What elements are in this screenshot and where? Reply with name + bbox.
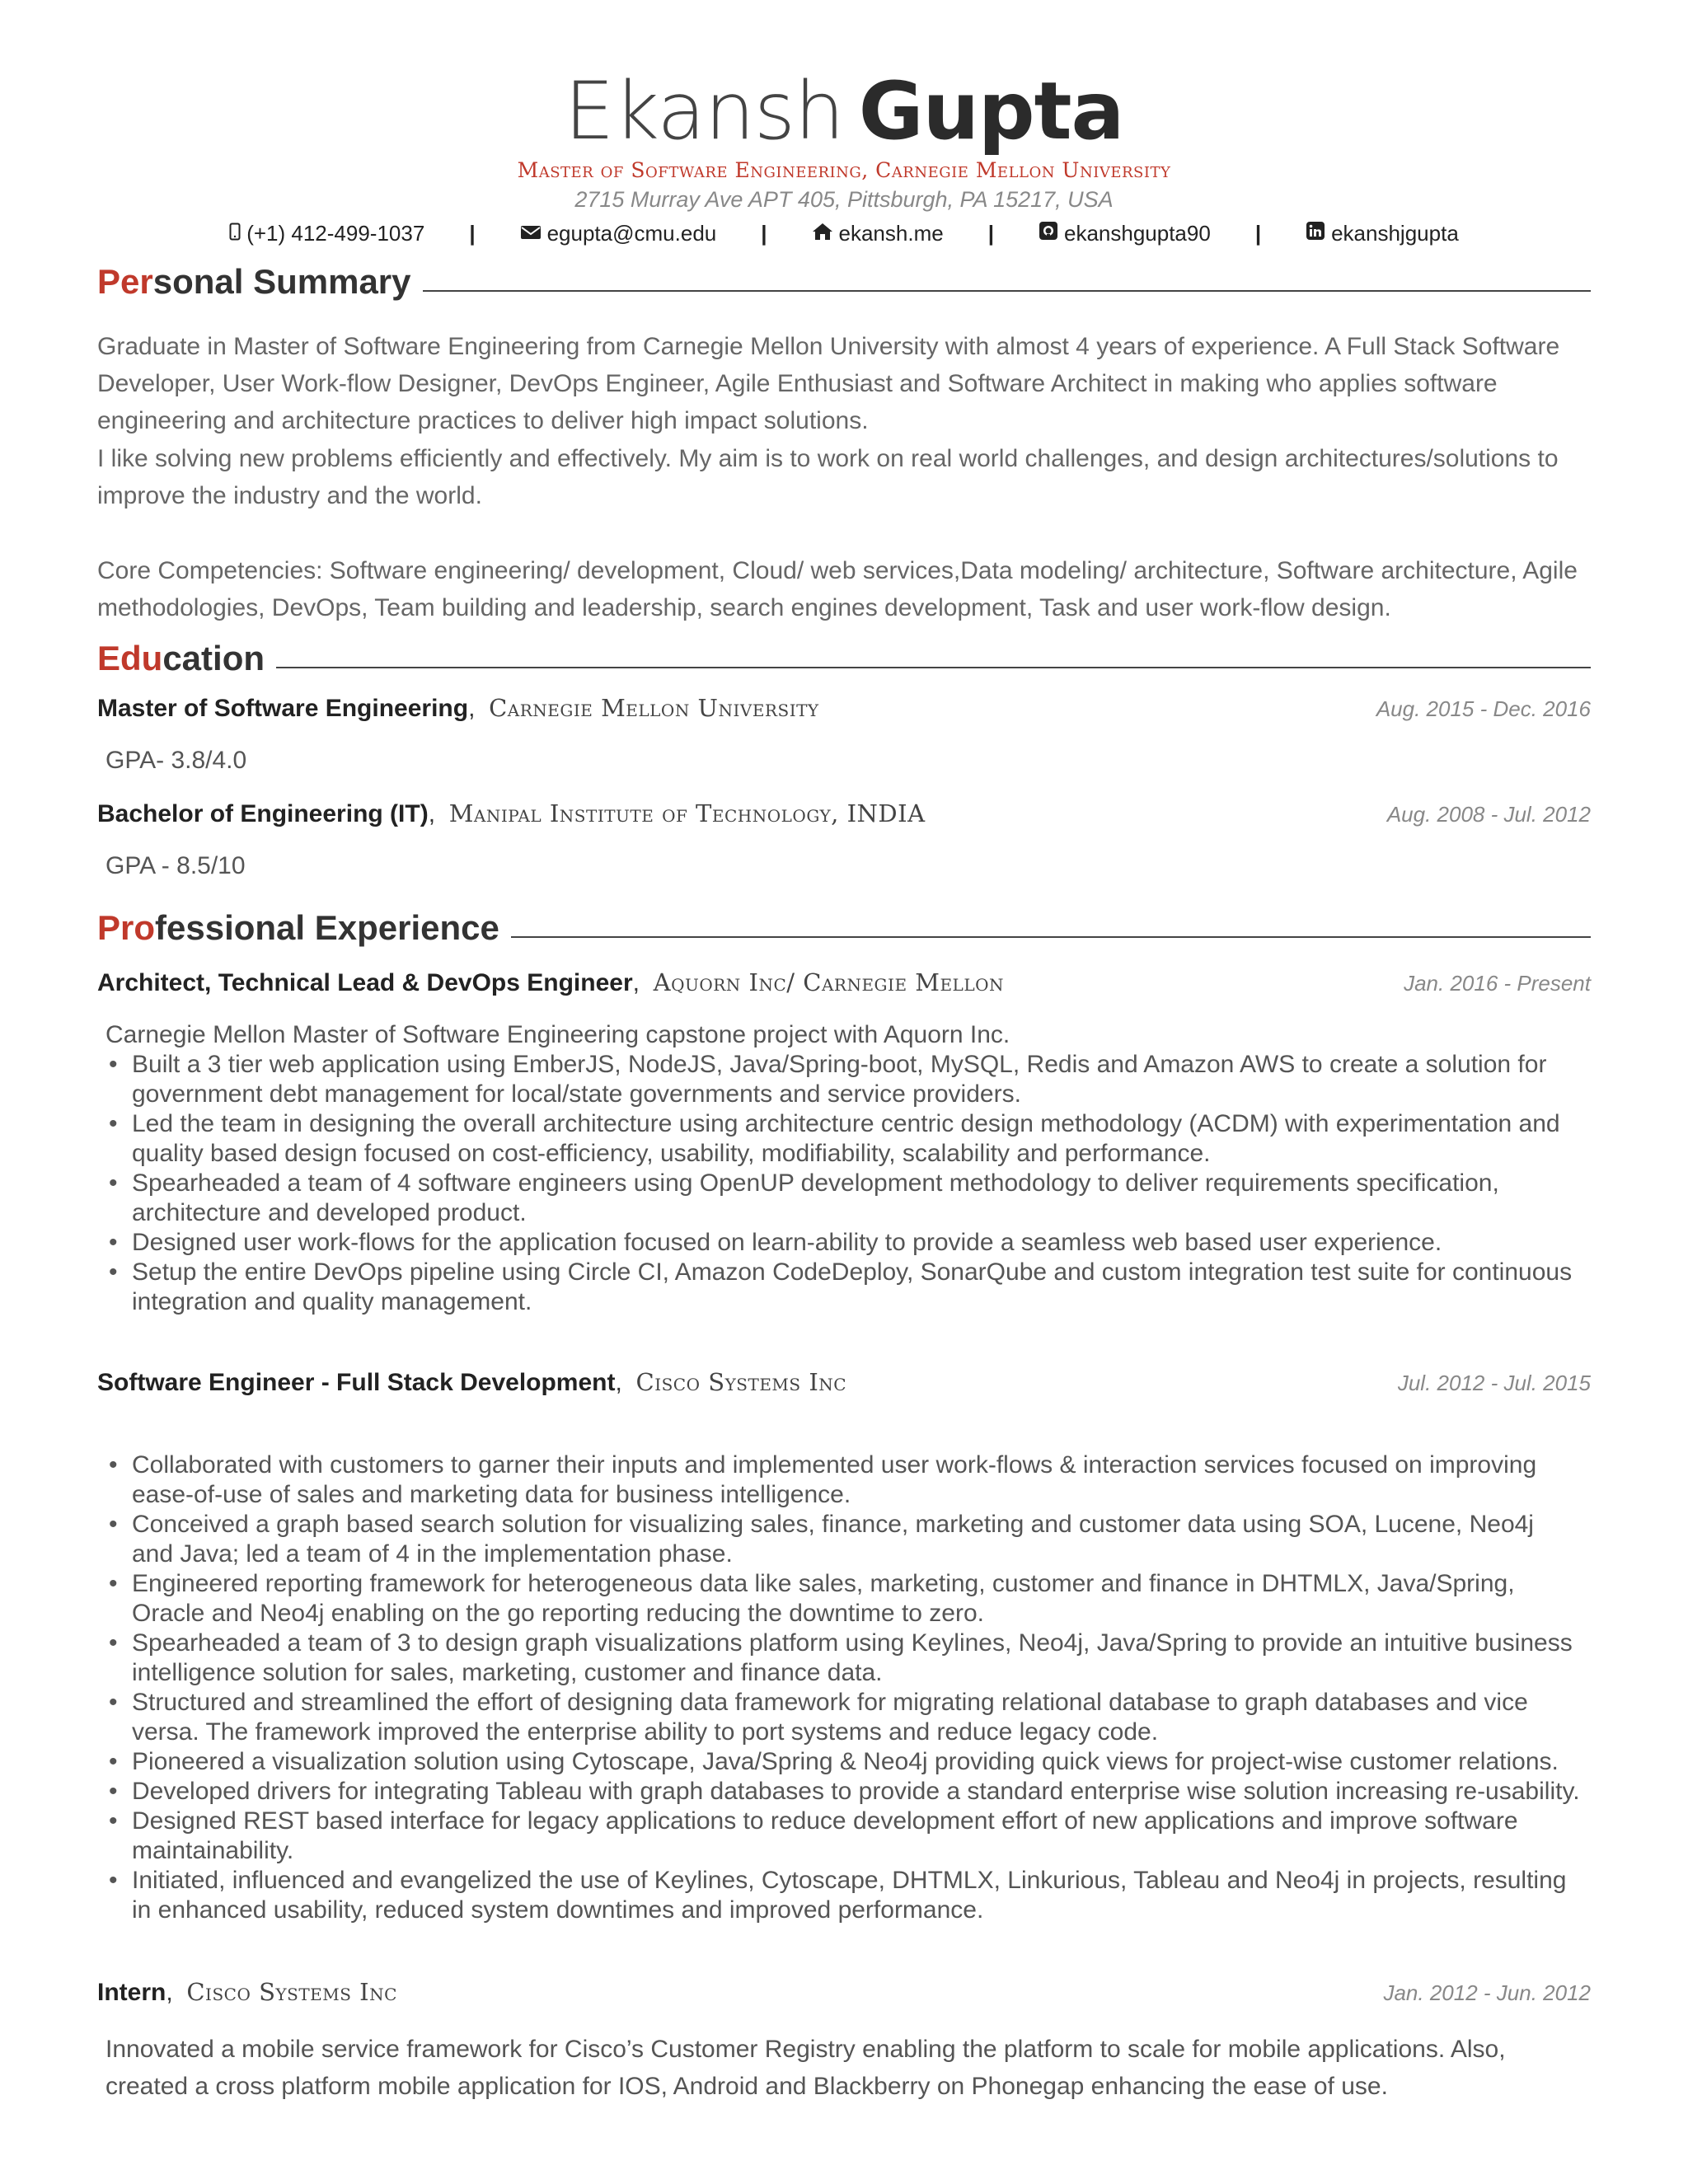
entry-heading: Master of Software Engineering, Carnegie Mellon University — [97, 694, 819, 722]
linkedin-icon — [1306, 221, 1325, 246]
section-title-text: fessional Experience — [155, 908, 499, 947]
github-icon — [1039, 221, 1058, 246]
contact-separator: | — [469, 221, 476, 246]
gpa-value: GPA- 3.8/4.0 — [106, 747, 247, 774]
entry-heading: Bachelor of Engineering (IT), Manipal Institute of Technology, INDIA — [97, 799, 926, 827]
company-name: Cisco Systems Inc — [635, 1368, 847, 1396]
education-entry — [97, 694, 1591, 723]
entry-date: Jul. 2012 - Jul. 2015 — [1397, 1371, 1591, 1395]
mobile-icon — [229, 221, 241, 246]
job-entry — [97, 1978, 1591, 2007]
entry-date: Aug. 2008 - Jul. 2012 — [1386, 802, 1591, 827]
job-title: Software Engineer - Full Stack Development — [97, 1369, 616, 1396]
section-title-text: cation — [162, 639, 265, 677]
address-line: 2715 Murray Ave APT 405, Pittsburgh, PA 15217, USA — [574, 187, 1114, 212]
list-item: • Engineered reporting framework for heterogeneous data like sales, marketing, customer and finance in DHTMLX, Java/Spring, Oracle and Neo4j enabling on the go reporting reducing the downtime to zero. — [106, 1569, 1581, 1629]
position-line: Master of Software Engineering, Carnegie Mellon University — [517, 158, 1171, 182]
school-name: Carnegie Mellon University — [489, 694, 819, 722]
education-entry — [97, 799, 1591, 828]
company-name: Cisco Systems Inc — [186, 1978, 397, 2006]
contact-separator: | — [987, 221, 994, 246]
email-text: egupta@cmu.edu — [546, 221, 717, 246]
contact-bar — [0, 221, 1688, 246]
job-description — [106, 2031, 1581, 2105]
section-rule — [276, 667, 1591, 668]
list-item: • Conceived a graph based search solution for visualizing sales, finance, marketing and customer data using SOA, Lucene, Neo4j and Java; led a team of 4 in the implementation phase. — [106, 1510, 1581, 1569]
envelope-icon — [520, 221, 542, 246]
contact-github[interactable] — [1039, 221, 1211, 246]
contact-website[interactable] — [812, 221, 944, 246]
section-rule — [511, 936, 1591, 938]
list-item: • Setup the entire DevOps pipeline using Circle CI, Amazon CodeDeploy, SonarQube and custom integration test suite for continuous integration and quality management. — [106, 1258, 1581, 1317]
core-competencies: Core Competencies: Software engineering/ development, Cloud/ web services,Data modeling/ architecture, Software architecture, Agile methodologies, DevOps, Team building and leadership, search engines development, Task and user work-flow design. — [97, 557, 1578, 621]
job-bullets — [106, 1451, 1581, 1925]
section-personal-summary — [97, 262, 1591, 302]
contact-phone[interactable] — [229, 221, 424, 246]
section-education — [97, 639, 1591, 678]
section-rule — [423, 290, 1591, 292]
contact-separator: | — [761, 221, 767, 246]
resume-header — [0, 66, 1688, 246]
linkedin-text: ekanshjgupta — [1331, 221, 1459, 246]
summary-paragraph-1: Graduate in Master of Software Engineering from Carnegie Mellon University with almost 4 years of experience. A Full Stack Software Developer, User Work-flow Designer, DevOps Engineer, Agile Enthusiast and Software Architect in making who applies software engineering and architecture practices to deliver high impact solutions. — [97, 333, 1560, 434]
list-item: • Spearheaded a team of 4 software engineers using OpenUP development methodology to deliver requirements specification, architecture and developed product. — [106, 1169, 1581, 1228]
company-name: Aquorn Inc/ Carnegie Mellon — [653, 968, 1005, 996]
job-description — [106, 1020, 1581, 1317]
home-icon — [812, 221, 833, 246]
section-title-accent: Pro — [97, 908, 156, 947]
job-bullets — [106, 1050, 1581, 1317]
degree-title: Master of Software Engineering — [97, 695, 469, 722]
job-title: Intern — [97, 1979, 166, 2006]
list-item: • Developed drivers for integrating Tableau with graph databases to provide a standard enterprise wise solution increasing re-usability. — [106, 1777, 1581, 1807]
contact-separator: | — [1254, 221, 1262, 246]
entry-heading: Software Engineer - Full Stack Development, Cisco Systems Inc — [97, 1368, 847, 1396]
section-title-accent: Edu — [97, 639, 163, 677]
summary-paragraph-2: I like solving new problems efficiently and effectively. My aim is to work on real world challenges, and design architectures/solutions to improve the industry and the world. — [97, 445, 1559, 509]
entry-date: Jan. 2012 - Jun. 2012 — [1383, 1980, 1591, 2005]
job-intro: Carnegie Mellon Master of Software Engineering capstone project with Aquorn Inc. — [106, 1021, 1010, 1048]
entry-heading: Architect, Technical Lead & DevOps Engineer, Aquorn Inc/ Carnegie Mellon — [97, 968, 1005, 996]
list-item: • Pioneered a visualization solution using Cytoscape, Java/Spring & Neo4j providing quick views for project-wise customer relations. — [106, 1747, 1581, 1777]
job-entry — [97, 968, 1591, 997]
section-title-text: sonal Summary — [152, 262, 411, 301]
school-name: Manipal Institute of Technology, INDIA — [448, 799, 926, 827]
list-item: • Collaborated with customers to garner their inputs and implemented user work-flows & interaction services focused on improving ease-of-use of sales and marketing data for business intelligence. — [106, 1451, 1581, 1510]
last-name: Gupta — [858, 65, 1124, 157]
list-item: • Designed REST based interface for legacy applications to reduce development effort of new applications and improve software maintainability. — [106, 1807, 1581, 1866]
job-title: Architect, Technical Lead & DevOps Engineer — [97, 969, 633, 996]
first-name: Ekansh — [564, 65, 844, 157]
contact-email[interactable] — [520, 221, 717, 246]
degree-title: Bachelor of Engineering (IT) — [97, 800, 429, 827]
entry-heading: Intern, Cisco Systems Inc — [97, 1978, 397, 2006]
section-professional-experience — [97, 908, 1591, 948]
gpa-value: GPA - 8.5/10 — [106, 852, 246, 879]
job-entry — [97, 1368, 1591, 1397]
entry-date: Jan. 2016 - Present — [1404, 971, 1591, 996]
full-name — [0, 66, 1688, 157]
job-description — [106, 1451, 1581, 1925]
phone-text: (+1) 412-499-1037 — [246, 221, 425, 246]
contact-linkedin[interactable] — [1306, 221, 1459, 246]
section-title-accent: Per — [97, 262, 153, 301]
list-item: • Initiated, influenced and evangelized the use of Keylines, Cytoscape, DHTMLX, Linkurious, Tableau and Neo4j in projects, resulting in enhanced usability, reduced system downtimes and improved performance. — [106, 1866, 1581, 1925]
website-text: ekansh.me — [838, 221, 944, 246]
github-text: ekanshgupta90 — [1063, 221, 1211, 246]
entry-date: Aug. 2015 - Dec. 2016 — [1376, 696, 1591, 721]
list-item: • Designed user work-flows for the application focused on learn-ability to provide a seamless web based user experience. — [106, 1228, 1581, 1258]
list-item: • Led the team in designing the overall architecture using architecture centric design methodology (ACDM) with experimentation and quality based design focused on cost-efficiency, usability, modifiability, scalability and performance. — [106, 1109, 1581, 1169]
job-intro: Innovated a mobile service framework for Cisco’s Customer Registry enabling the platform to scale for mobile applications. Also, created a cross platform mobile application for IOS, Android and Blackberry on Phonegap enhancing the ease of use. — [106, 2036, 1506, 2100]
list-item: • Structured and streamlined the effort of designing data framework for migrating relational database to graph databases and vice versa. The framework improved the enterprise ability to port systems and reduce legacy code. — [106, 1688, 1581, 1747]
list-item: • Built a 3 tier web application using EmberJS, NodeJS, Java/Spring-boot, MySQL, Redis and Amazon AWS to create a solution for government debt management for local/state governments and service providers. — [106, 1050, 1581, 1109]
list-item: • Spearheaded a team of 3 to design graph visualizations platform using Keylines, Neo4j, Java/Spring to provide an intuitive business intelligence solution for sales, marketing, customer and finance data. — [106, 1629, 1581, 1688]
